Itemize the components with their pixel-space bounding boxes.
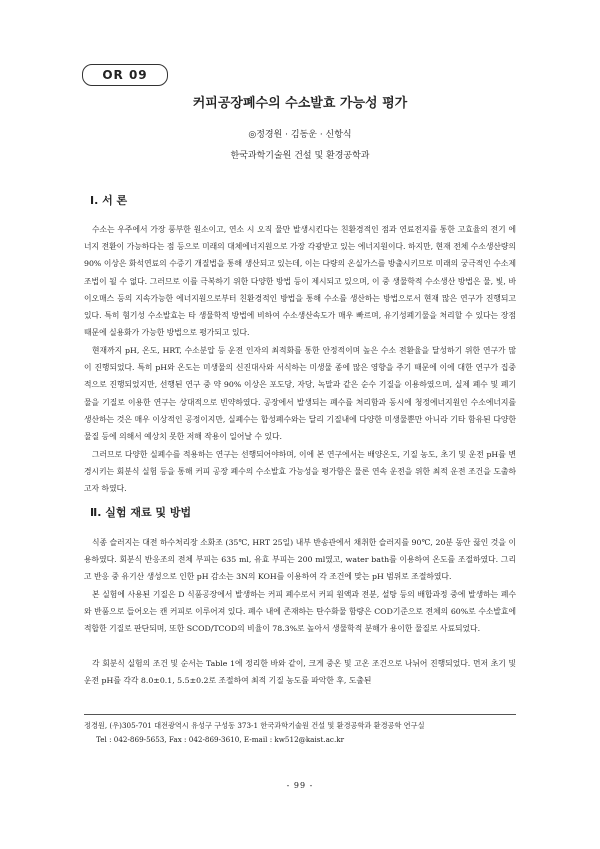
- footnote-divider: [84, 714, 516, 715]
- methods-paragraph-3: 각 회분식 실험의 조건 및 순서는 Table 1에 정리한 바와 같이, 크게 중온 및 고온 조건으로 나뉘어 진행되었다. 먼저 초기 및 운전 pH를 각각 8.0±0.1, 5.5±0.2로 조절하여 최적 기질 농도를 파악한 후, 도출된: [84, 659, 516, 686]
- intro-paragraph-1: 수소는 우주에서 가장 풍부한 원소이고, 연소 시 오직 물만 발생시킨다는 친환경적인 점과 연료전지를 통한 고효율의 전기 에너지 전환이 가능하다는 점 등으로 미래의 대체에너지원으로 가장 각광받고 있는 에너지원이다. 하지만, 현재 전체 수소생산량의 90% 이상은 화석연료의 수증기 개질법을 통해 생산되고 있는데, 이는 다량의 온실가스를 방출시키므로 미래의 궁극적인 수소제조법이 될 수 없다. 그러므로 이를 극복하기 위한 다양한 방법 등이 제시되고 있으며, 이 중 생물학적 수소생산 방법은 물, 빛, 바이오매스 등의 지속가능한 에너지원으로부터 친환경적인 방법을 통해 수소를 생산하는 방법으로서 현재 많은 연구가 진행되고 있다. 특히 혐기성 수소발효는 타 생물학적 방법에 비하여 수소생산속도가 매우 빠르며, 유기성폐기물을 처리할 수 있다는 장점 때문에 실용화가 가능한 방법으로 평가되고 있다.: [84, 225, 516, 338]
- page-number: - 99 -: [286, 781, 314, 790]
- methods-paragraph-1: 식종 슬러지는 대전 하수처리장 소화조 (35℃, HRT 25일) 내부 반송관에서 채취한 슬러지를 90℃, 20분 동안 끓인 것을 이용하였다. 회분식 반응조의 전체 부피는 635 ml, 유효 부피는 200 ml였고, water bath를 이용하여 온도를 조절하였다. 그리고 반응 중 유기산 생성으로 인한 pH 감소는 3N의 KOH를 이용하여 각 조건에 맞는 pH 범위로 조절하였다.: [84, 538, 516, 582]
- session-badge: OR 09: [82, 64, 168, 86]
- section-heading-methods: Ⅱ. 실험 재료 및 방법: [90, 506, 192, 519]
- methods-paragraph-2: 본 실험에 사용된 기질은 D 식품공장에서 발생하는 커피 폐수로서 커피 원액과 전분, 설탕 등의 배합과정 중에 발생하는 폐수와 반품으로 들어오는 캔 커피로 이루어져 있다. 폐수 내에 존재하는 탄수화물 함량은 COD기준으로 전체의 60%로 수소발효에 적합한 기질로 판단되며, 또한 SCOD/TCOD의 비율이 78.3%로 높아서 생물학적 분해가 용이한 물질로 사료되었다.: [84, 590, 516, 634]
- intro-paragraph-3: 그러므로 다양한 실폐수를 적용하는 연구는 선행되어야하며, 이에 본 연구에서는 배양온도, 기질 농도, 초기 및 운전 pH를 변경시키는 회분식 실험 등을 통해 커피 공장 폐수의 수소발효 가능성을 평가함은 물론 연속 운전을 위한 최적 운전 조건을 도출하고자 하였다.: [84, 450, 516, 494]
- footnote-address: 정경원, (우)305-701 대전광역시 유성구 구성동 373-1 한국과학기술원 건설 및 환경공학과 환경공학 연구실: [84, 721, 425, 730]
- paper-title: 커피공장폐수의 수소발효 가능성 평가: [192, 96, 408, 111]
- affiliation: 한국과학기술원 건설 및 환경공학과: [230, 151, 370, 161]
- footnote-contact: Tel : 042-869-5653, Fax : 042-869-3610, E-mail : kw512@kaist.ac.kr: [96, 735, 345, 744]
- section-heading-introduction: Ⅰ. 서 론: [90, 194, 128, 207]
- authors: ◎정경원 · 김동운 · 신항식: [248, 130, 352, 140]
- intro-paragraph-2: 현재까지 pH, 온도, HRT, 수소분압 등 운전 인자의 최적화를 통한 안정적이며 높은 수소 전환율을 달성하기 위한 연구가 많이 진행되었다. 특히 pH와 온도는 미생물의 신진대사와 서식하는 미생물 종에 많은 영향을 주기 때문에 이에 대한 연구가 집중적으로 진행되었지만, 선행된 연구 중 약 90% 이상은 포도당, 자당, 녹말과 같은 순수 기질을 이용하였으며, 실제 폐수 및 폐기물을 기질로 이용한 연구는 상대적으로 빈약하였다. 공장에서 발생되는 폐수를 처리함과 동시에 청정에너지원인 수소에너지를 생산하는 것은 매우 이상적인 공정이지만, 실폐수는 합성폐수와는 달리 기질내에 다양한 미생물뿐만 아니라 기타 함유된 다양한 물질 등에 의해서 예상치 못한 저해 작용이 일어날 수 있다.: [84, 346, 516, 442]
